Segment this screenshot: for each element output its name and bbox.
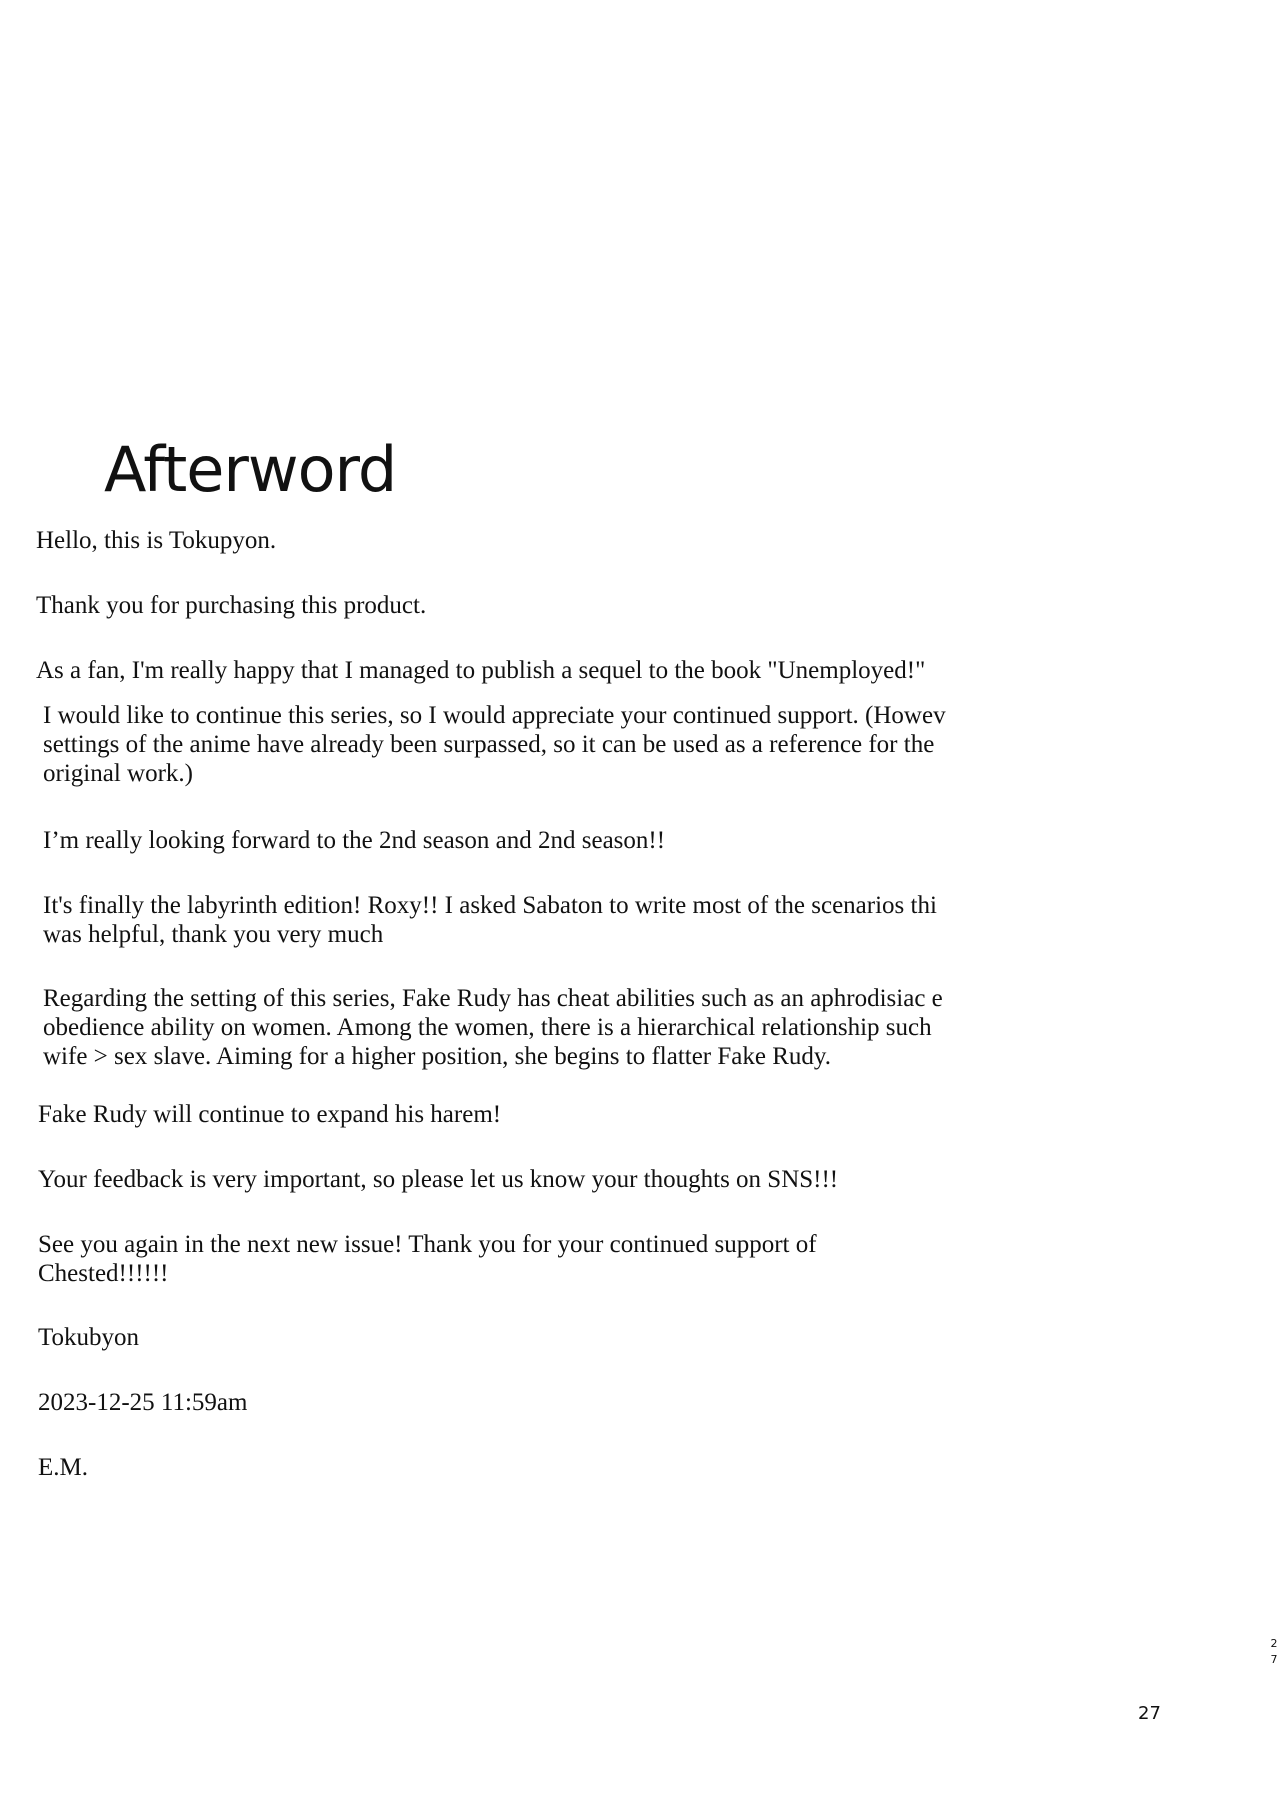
paragraph-initials [38,1453,88,1482]
paragraph-season [43,826,665,855]
text-line: Chested!!!!!! [38,1260,169,1287]
text-line: 2023-12-25 11:59am [38,1389,248,1416]
side-page-number: 27 [1270,1637,1278,1666]
paragraph-sequel [36,656,925,685]
paragraph-thanks [36,591,426,620]
text-line: Tokubyon [38,1324,140,1351]
text-line: It's finally the labyrinth edition! Roxy!! I asked Sabaton to write most of the scenarios thi [43,892,937,919]
text-line: original work.) [43,760,193,787]
text-line: obedience ability on women. Among the women, there is a hierarchical relationship such [43,1014,932,1041]
text-line: was helpful, thank you very much [43,921,384,948]
text-line: I would like to continue this series, so I would appreciate your continued support. (Howev [43,702,946,729]
text-line: settings of the anime have already been surpassed, so it can be used as a reference for the [43,731,935,758]
text-line: E.M. [38,1454,88,1481]
text-line: I’m really looking forward to the 2nd season and 2nd season!! [43,827,666,854]
text-line: As a fan, I'm really happy that I managed to publish a sequel to the book "Unemployed!" [36,657,926,684]
paragraph-signature [38,1323,139,1352]
text-line: wife > sex slave. Aiming for a higher position, she begins to flatter Fake Rudy. [43,1043,832,1070]
page-number: 27 [1138,1703,1161,1724]
text-line: See you again in the next new issue! Thank you for your continued support of [38,1231,817,1258]
paragraph-setting [43,984,999,1071]
text-line: Fake Rudy will continue to expand his harem! [38,1101,502,1128]
paragraph-greeting [36,526,276,555]
text-line: Regarding the setting of this series, Fake Rudy has cheat abilities such as an aphrodisiac e [43,985,943,1012]
paragraph-harem [38,1100,501,1129]
paragraph-support [43,701,999,788]
text-line: Your feedback is very important, so please let us know your thoughts on SNS!!! [38,1166,839,1193]
paragraph-feedback [38,1165,838,1194]
paragraph-date [38,1388,247,1417]
text-line: Hello, this is Tokupyon. [36,527,277,554]
paragraph-labyrinth [43,891,999,949]
paragraph-farewell [38,1230,817,1288]
text-line: Thank you for purchasing this product. [36,592,427,619]
page-title: Afterword [104,433,397,506]
